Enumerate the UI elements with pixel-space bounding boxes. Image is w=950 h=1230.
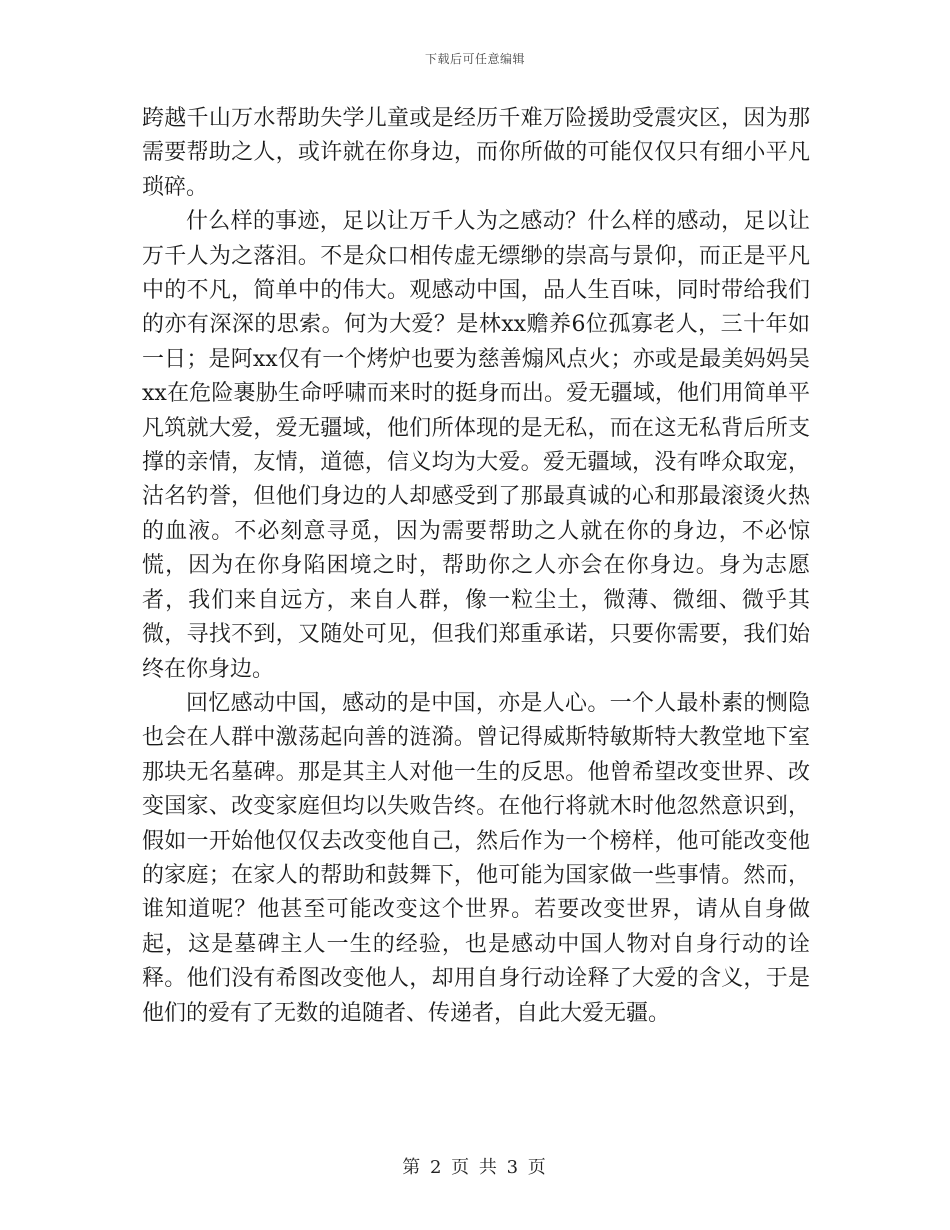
page-header: 下载后可任意编辑 (424, 52, 525, 66)
document-body (142, 102, 810, 1031)
paragraph-3: 回忆感动中国，感动的是中国，亦是人心。一个人最朴素的恻隐也会在人群中激荡起向善的涟漪。曾记得威斯特敏斯特大教堂地下室那块无名墓碑。那是其主人对他一生的反思。他曾希望改变世界、改变国家、改变家庭但均以失败告终。在他行将就木时他忽然意识到，假如一开始他仅仅去改变他自己，然后作为一个榜样，他可能改变他的家庭；在家人的帮助和鼓舞下，他可能为国家做一些事情。然而，谁知道呢？他甚至可能改变这个世界。若要改变世界，请从自身做起，这是墓碑主人一生的经验，也是感动中国人物对自身行动的诠释。他们没有希图改变他人，却用自身行动诠释了大爱的含义，于是他们的爱有了无数的追随者、传递者，自此大爱无疆。 (142, 690, 810, 1026)
paragraph-2: 什么样的事迹，足以让万千人为之感动？什么样的感动，足以让万千人为之落泪。不是众口相传虚无缥缈的崇高与景仰，而正是平凡中的不凡，简单中的伟大。观感动中国，品人生百味，同时带给我们的亦有深深的思索。何为大爱？是林xx赡养6位孤寡老人，三十年如一日；是阿xx仅有一个烤炉也要为慈善煽风点火；亦或是最美妈妈吴xx在危险裹胁生命呼啸而来时的挺身而出。爱无疆域，他们用简单平凡筑就大爱，爱无疆域，他们所体现的是无私，而在这无私背后所支撑的亲情，友情，道德，信义均为大爱。爱无疆域，没有哗众取宠，沽名钓誉，但他们身边的人却感受到了那最真诚的心和那最滚烫火热的血液。不必刻意寻觅，因为需要帮助之人就在你的身边，不必惊慌，因为在你身陷困境之时，帮助你之人亦会在你身边。身为志愿者，我们来自远方，来自人群，像一粒尘土，微薄、微细、微乎其微，寻找不到，又随处可见，但我们郑重承诺，只要你需要，我们始终在你身边。 (142, 209, 810, 682)
page-number-footer: 第 2 页 共 3 页 (402, 1157, 548, 1178)
paragraph-1: 跨越千山万水帮助失学儿童或是经历千难万险援助受震灾区，因为那需要帮助之人，或许就在你身边，而你所做的可能仅仅只有细小平凡琐碎。 (142, 106, 810, 200)
